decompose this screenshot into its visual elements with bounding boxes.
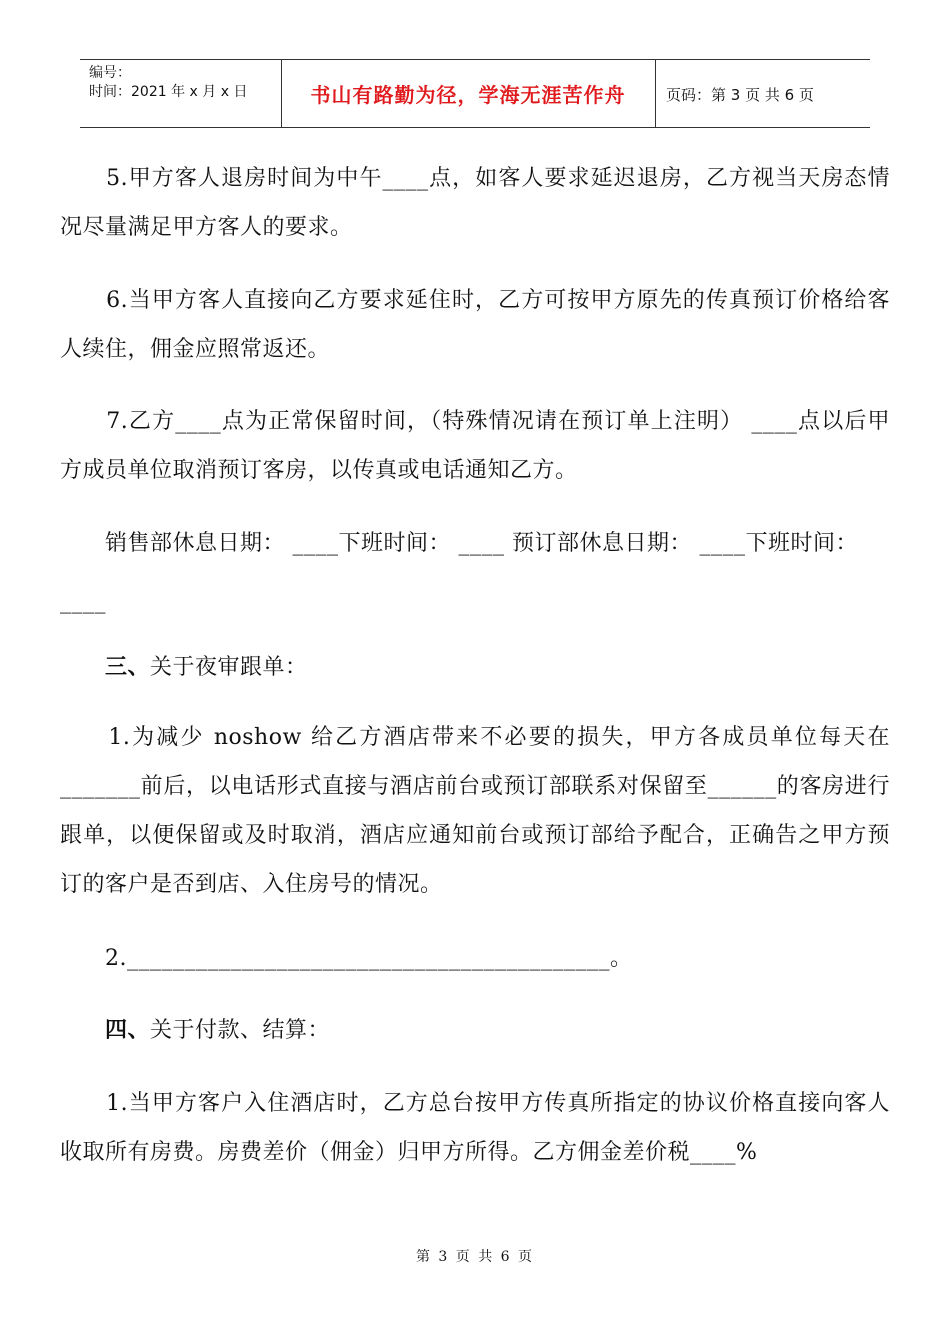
section-4-number: 四、 — [105, 1017, 151, 1043]
section-4-heading — [60, 1015, 890, 1046]
clause-6: 6.当甲方客人直接向乙方要求延住时，乙方可按甲方原先的传真预订价格给客人续住，佣金应照常返还。 — [60, 288, 890, 362]
header-motto: 书山有路勤为径，学海无涯苦作舟 — [310, 83, 626, 107]
header-meta — [89, 64, 247, 102]
section-3-clause-2: 2.__________________________________________。 — [60, 946, 633, 971]
rest-schedule: 销售部休息日期： ____下班时间： ____ 预订部休息日期： ____下班时间： — [60, 531, 858, 556]
page-header — [80, 59, 870, 128]
header-page-info: 页码：第 3 页 共 6 页 — [666, 86, 814, 104]
serial-label: 编号： — [89, 65, 131, 81]
section-3-heading — [60, 652, 890, 683]
section-3-clause-1: 1.为减少 noshow 给乙方酒店带来不必要的损失，甲方各成员单位每天在_______前后，以电话形式直接与酒店前台或预订部联系对保留至______的客房进行跟单，以便保留或及时取消，酒店应通知前台或预订部给予配合，正确告之甲方预订的客户是否到店、入住房号的情况。 — [60, 725, 890, 897]
section-3-number: 三、 — [105, 654, 151, 680]
rest-schedule-blank: ____ — [60, 589, 106, 614]
clause-7: 7.乙方____点为正常保留时间，（特殊情况请在预订单上注明） ____点以后甲方成员单位取消预订客房，以传真或电话通知乙方。 — [60, 409, 890, 483]
section-4-title: 关于付款、结算： — [150, 1018, 331, 1043]
page-footer: 第 3 页 共 6 页 — [415, 1249, 535, 1265]
time-label: 时间：2021 年 x 月 x 日 — [89, 84, 248, 100]
section-4-clause-1: 1.当甲方客户入住酒店时，乙方总台按甲方传真所指定的协议价格直接向客人收取所有房费。房费差价（佣金）归甲方所得。乙方佣金差价税____% — [60, 1091, 890, 1165]
clause-5: 5.甲方客人退房时间为中午____点，如客人要求延迟退房，乙方视当天房态情况尽量满足甲方客人的要求。 — [60, 166, 890, 240]
section-3-title: 关于夜审跟单： — [150, 655, 308, 680]
header-divider — [655, 60, 656, 127]
